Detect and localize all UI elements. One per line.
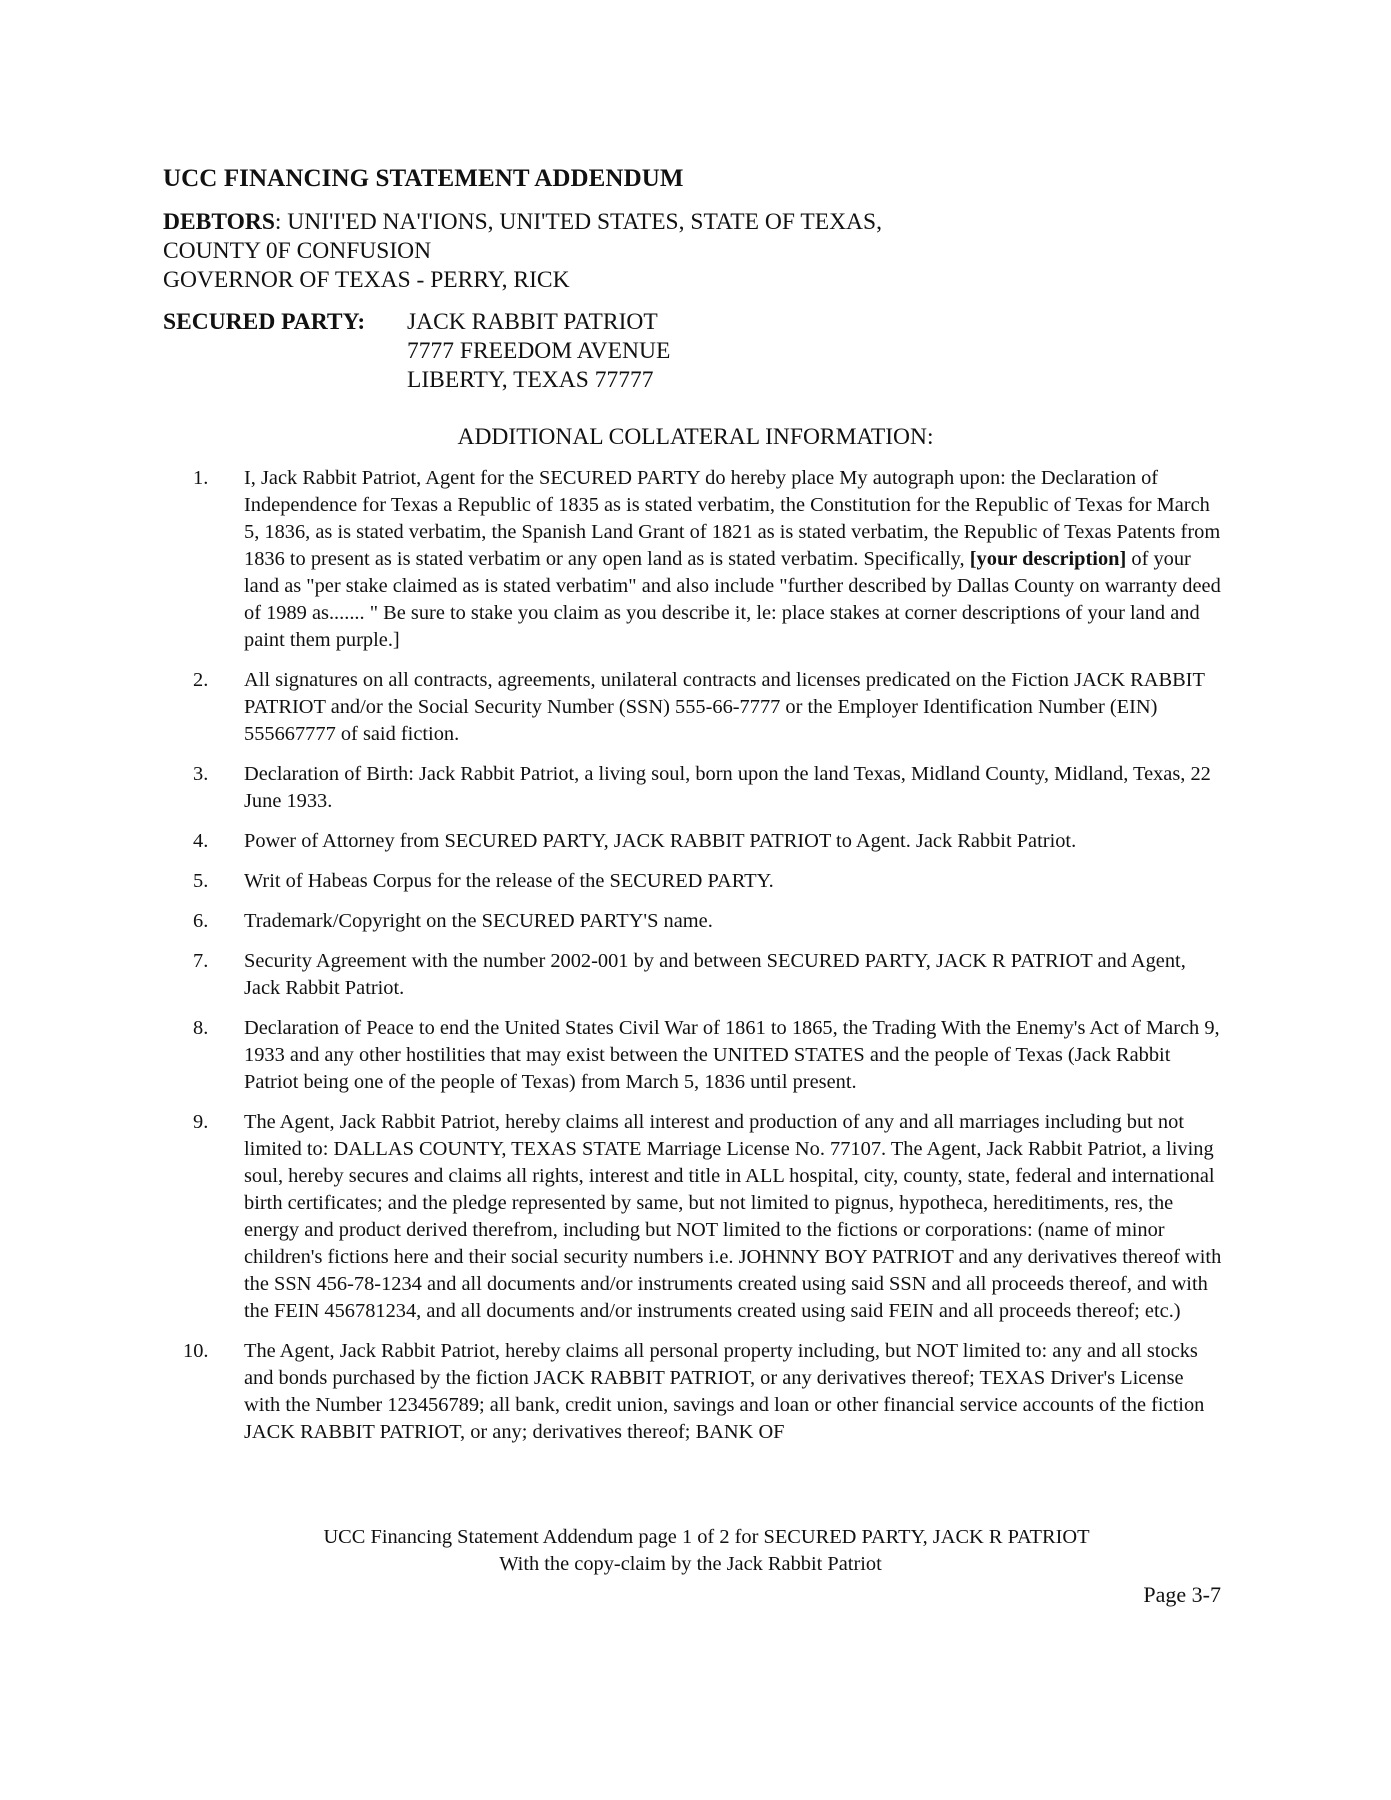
item-number: 1. xyxy=(193,467,209,489)
debtors-line1: UNI'I'ED NA'I'IONS, UNI'TED STATES, STATE OF TEXAS, xyxy=(287,209,882,235)
item-text: The Agent, Jack Rabbit Patriot, hereby claims all personal property including, but NOT limited to: any and all stocks and bonds purchased by the fiction JACK RABBIT PATRIOT, or any derivatives thereof; TEXAS Driver's License with the Number 123456789; all bank, credit union, savings and loan or other financial service accounts of the fiction JACK RABBIT PATRIOT, or any; derivatives thereof; BANK OF xyxy=(244,1340,1205,1443)
item-number: 7. xyxy=(193,950,209,972)
debtors-line-1: DEBTORS: UNI'I'ED NA'I'IONS, UNI'TED STATES, STATE OF TEXAS, xyxy=(163,209,882,235)
debtors-line3: GOVERNOR OF TEXAS - PERRY, RICK xyxy=(163,267,570,293)
page-number: Page 3-7 xyxy=(1143,1582,1221,1607)
item-text: of your land as "per stake claimed as is stated verbatim" and also include "further described by Dallas County on warranty deed of 1989 as....... " Be sure to stake you claim as you describe it, le: place stakes at corner descriptions of your land and paint them purple.] xyxy=(244,548,1221,651)
list-item xyxy=(193,1109,1223,1325)
item-text: Declaration of Peace to end the United States Civil War of 1861 to 1865, the Trading With the Enemy's Act of March 9, 1933 and any other hostilities that may exist between the UNITED STATES and the people of Texas (Jack Rabbit Patriot being one of the people of Texas) from March 5, 1836 until present. xyxy=(244,1017,1220,1093)
item-text: Writ of Habeas Corpus for the release of the SECURED PARTY. xyxy=(244,870,774,892)
debtors-block xyxy=(163,208,882,295)
secured-party-line2: 7777 FREEDOM AVENUE xyxy=(407,338,671,364)
item-text: I, Jack Rabbit Patriot, Agent for the SECURED PARTY do hereby place My autograph upon: the Declaration of Independence for Texas a Republic of 1835 as is stated verbatim, the Constitution for the Republic of Texas for March 5, 1836, as is stated verbatim, the Spanish Land Grant of 1821 as is stated verbatim, the Republic of Texas Patents from 1836 to present as is stated verbatim or any open land as is stated verbatim. Specifically, xyxy=(244,467,1221,570)
item-text: The Agent, Jack Rabbit Patriot, hereby claims all interest and production of any and all marriages including but not limited to: DALLAS COUNTY, TEXAS STATE Marriage License No. 77107. The Agent, Jack Rabbit Patriot, a living soul, hereby secures and claims all rights, interest and title in ALL hospital, city, county, state, federal and international birth certificates; and the pledge represented by same, but not limited to pignus, hypotheca, hereditiments, res, the energy and product derived therefrom, including but NOT limited to the fictions or corporations: (name of minor children's fictions here and their social security numbers i.e. JOHNNY BOY PATRIOT and any derivatives thereof with the SSN 456-78-1234 and all documents and/or instruments created using said SSN and all proceeds thereof, and with the FEIN 456781234, and all documents and/or instruments created using said FEIN and all proceeds thereof; etc.) xyxy=(244,1111,1222,1322)
footer-line2: With the copy-claim by the Jack Rabbit Patriot xyxy=(499,1553,882,1575)
item-text: Trademark/Copyright on the SECURED PARTY'S name. xyxy=(244,910,713,932)
footer-line1: UCC Financing Statement Addendum page 1 of 2 for SECURED PARTY, JACK R PATRIOT xyxy=(323,1526,1090,1548)
item-number: 4. xyxy=(193,830,209,852)
item-number: 2. xyxy=(193,669,209,691)
secured-party-label-wrap: SECURED PARTY: xyxy=(163,309,366,335)
debtors-label: DEBTORS xyxy=(163,209,275,235)
list-item xyxy=(193,761,1223,815)
list-item xyxy=(193,1015,1223,1096)
secured-party-line1: JACK RABBIT PATRIOT xyxy=(407,309,658,335)
item-number: 5. xyxy=(193,870,209,892)
secured-party-block xyxy=(163,308,670,395)
section-heading: ADDITIONAL COLLATERAL INFORMATION: xyxy=(457,424,934,450)
page-footer xyxy=(0,1524,1391,1578)
secured-party-label: SECURED PARTY xyxy=(163,309,358,335)
item-bold-text: [your description] xyxy=(969,548,1127,570)
list-item xyxy=(183,1338,1223,1446)
document-title: UCC FINANCING STATEMENT ADDENDUM xyxy=(163,165,684,192)
list-item xyxy=(193,828,1223,855)
list-item xyxy=(193,667,1223,748)
secured-party-line3: LIBERTY, TEXAS 77777 xyxy=(407,367,654,393)
item-number: 10. xyxy=(183,1340,209,1362)
collateral-list xyxy=(183,465,1223,1459)
debtors-line2: COUNTY 0F CONFUSION xyxy=(163,238,432,264)
item-number: 8. xyxy=(193,1017,209,1039)
item-text: All signatures on all contracts, agreements, unilateral contracts and licenses predicated on the Fiction JACK RABBIT PATRIOT and/or the Social Security Number (SSN) 555-66-7777 or the Employer Identification Number (EIN) 555667777 of said fiction. xyxy=(244,669,1205,745)
item-number: 9. xyxy=(193,1111,209,1133)
item-text: Declaration of Birth: Jack Rabbit Patriot, a living soul, born upon the land Texas, Midland County, Midland, Texas, 22 June 1933. xyxy=(244,763,1211,812)
item-number: 3. xyxy=(193,763,209,785)
item-number: 6. xyxy=(193,910,209,932)
list-item xyxy=(193,465,1223,654)
secured-party-address xyxy=(407,308,670,395)
list-item xyxy=(193,908,1223,935)
list-item xyxy=(193,868,1223,895)
item-text: Power of Attorney from SECURED PARTY, JACK RABBIT PATRIOT to Agent. Jack Rabbit Patriot. xyxy=(244,830,1077,852)
item-text: Security Agreement with the number 2002-001 by and between SECURED PARTY, JACK R PATRIOT and Agent, Jack Rabbit Patriot. xyxy=(244,950,1186,999)
list-item xyxy=(193,948,1223,1002)
